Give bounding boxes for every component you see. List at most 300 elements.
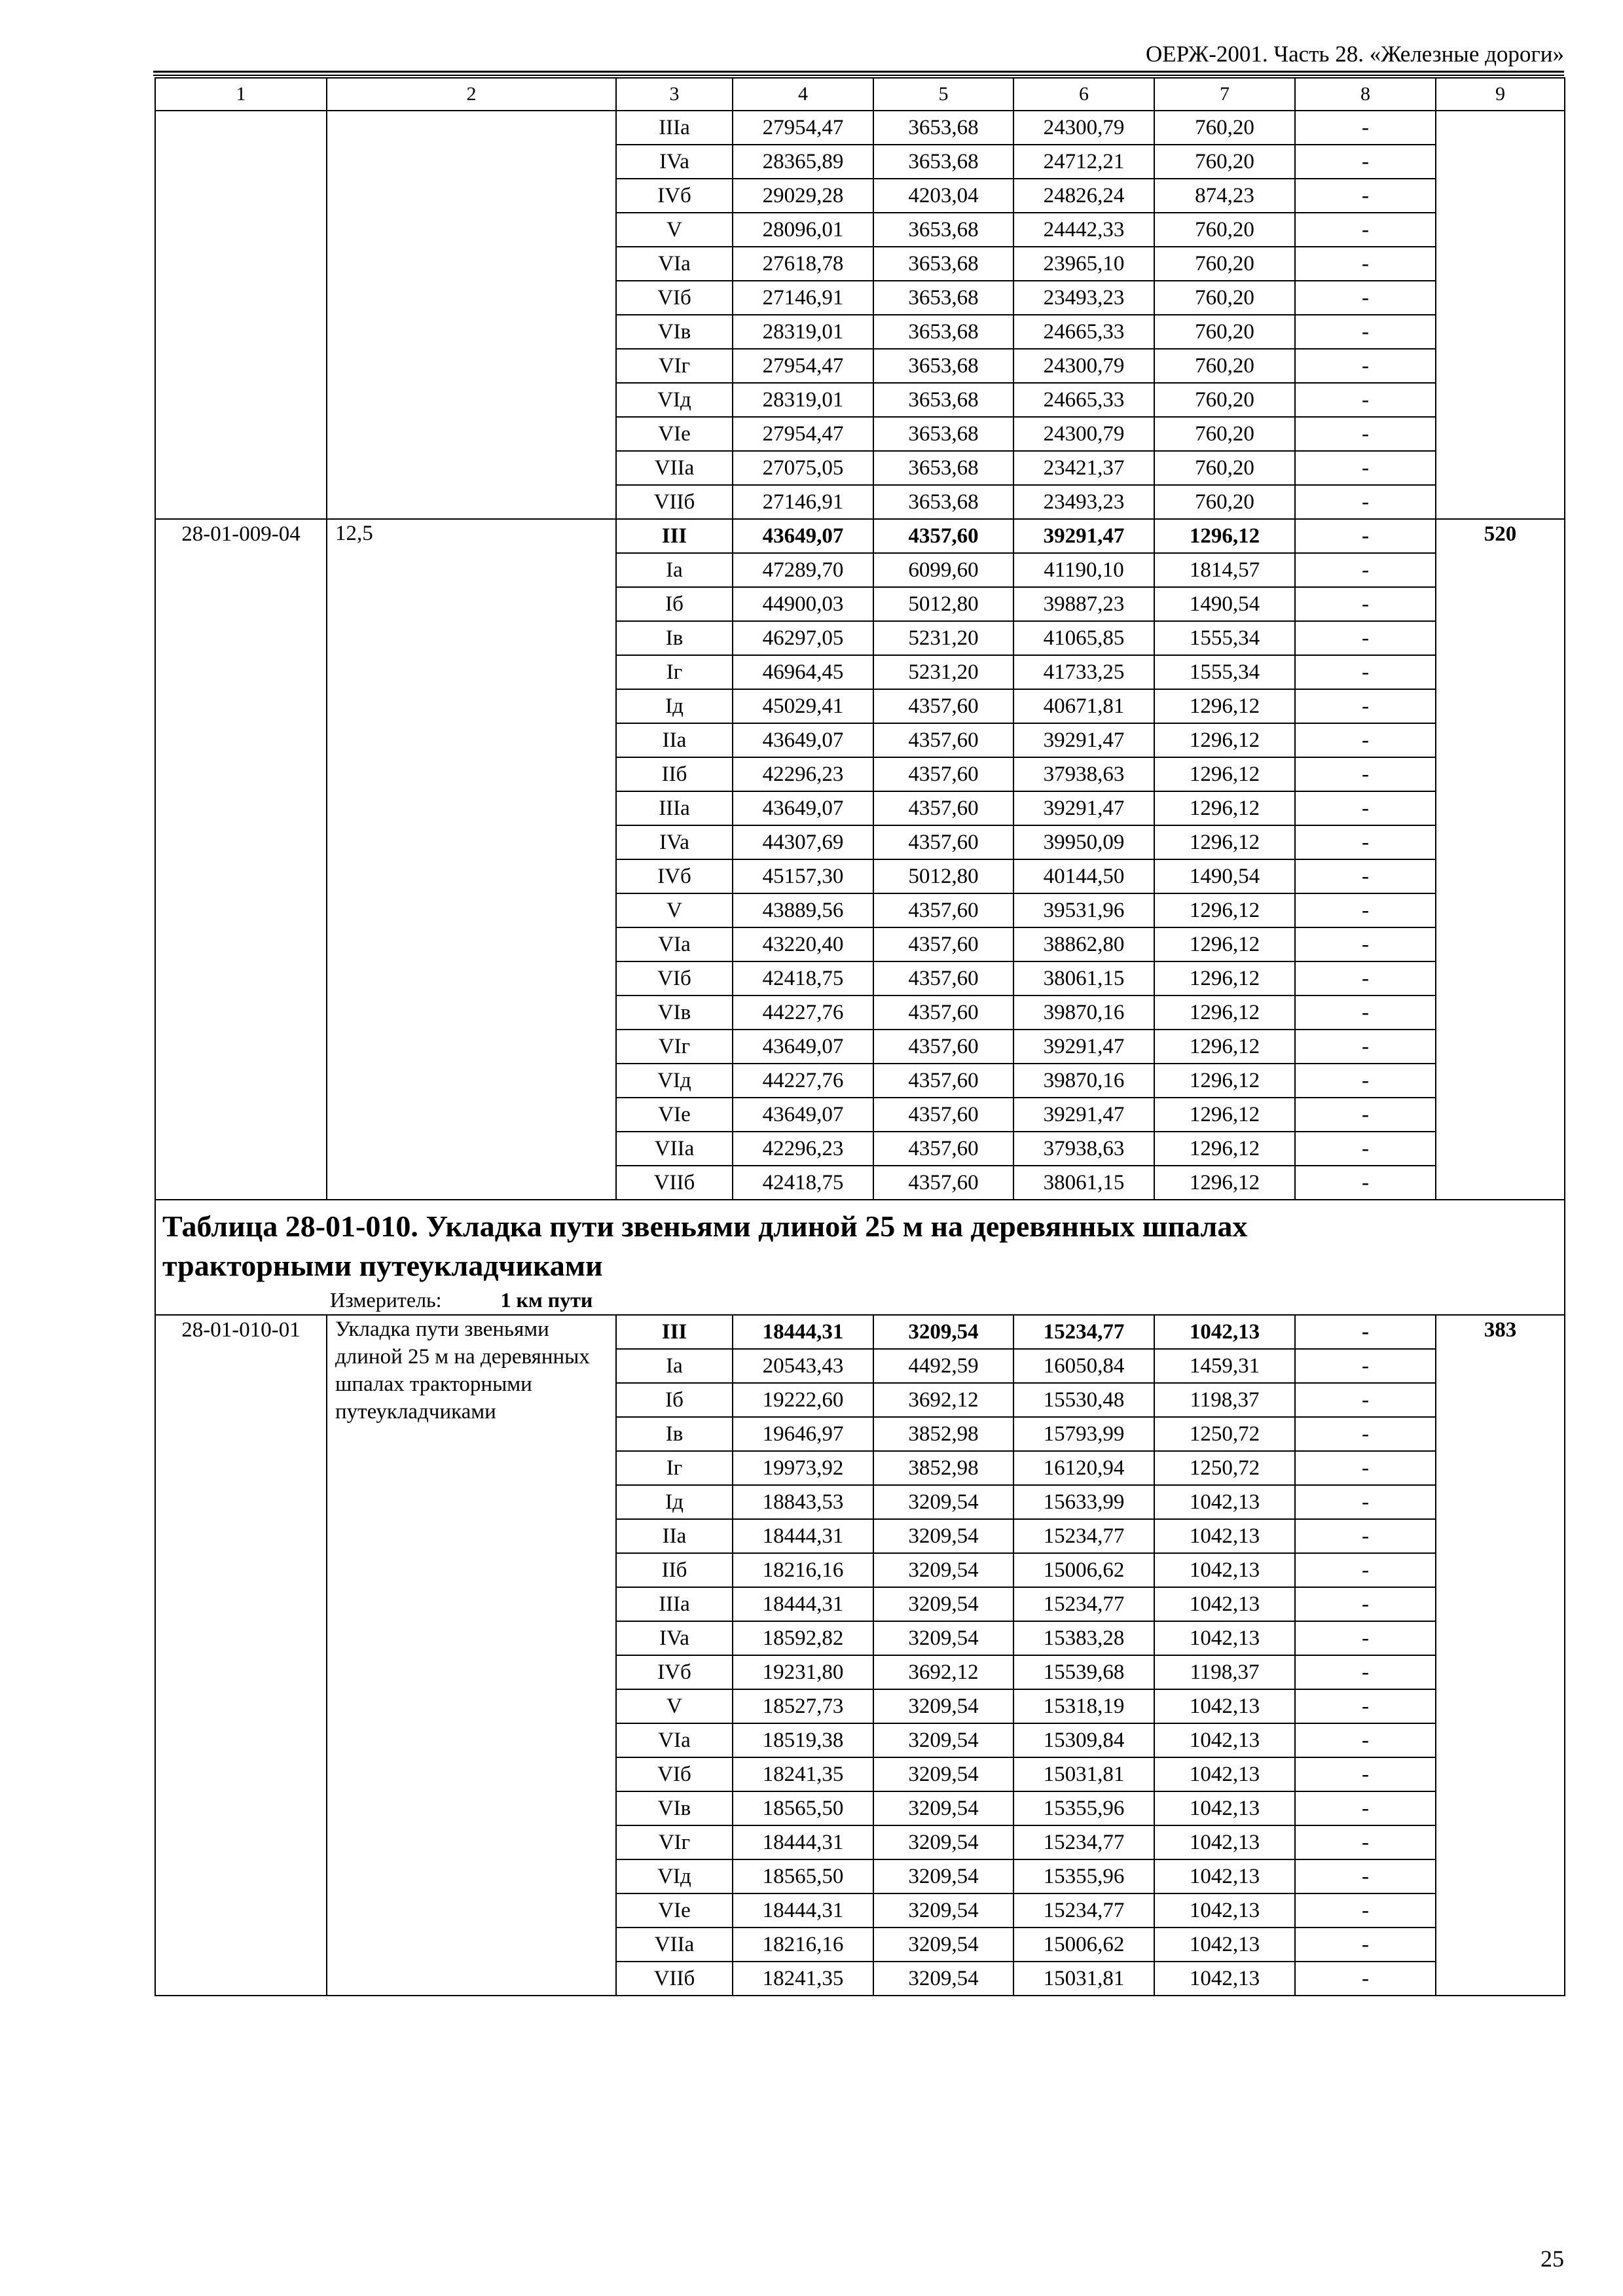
materials-cell: - <box>1295 1349 1436 1383</box>
materials-cell: - <box>1295 689 1436 723</box>
wages-cell: 3209,54 <box>873 1928 1013 1962</box>
total-cost-cell: 43220,40 <box>733 927 873 961</box>
total-cost-cell: 43649,07 <box>733 723 873 757</box>
machinist-wages-cell: 1296,12 <box>1154 791 1295 825</box>
machinist-wages-cell: 760,20 <box>1154 247 1295 281</box>
machine-cost-cell: 39870,16 <box>1013 1064 1154 1098</box>
materials-cell: - <box>1295 1383 1436 1417</box>
wages-cell: 4357,60 <box>873 927 1013 961</box>
machinist-wages-cell: 1296,12 <box>1154 689 1295 723</box>
total-cost-cell: 18216,16 <box>733 1553 873 1587</box>
machine-cost-cell: 39531,96 <box>1013 893 1154 927</box>
materials-cell: - <box>1295 315 1436 349</box>
machinist-wages-cell: 1198,37 <box>1154 1383 1295 1417</box>
materials-cell: - <box>1295 1064 1436 1098</box>
machine-cost-cell: 37938,63 <box>1013 1132 1154 1166</box>
total-cost-cell: 47289,70 <box>733 553 873 587</box>
machinist-wages-cell: 760,20 <box>1154 111 1295 145</box>
materials-cell: - <box>1295 1655 1436 1689</box>
wages-cell: 3653,68 <box>873 247 1013 281</box>
total-cost-cell: 45029,41 <box>733 689 873 723</box>
wages-cell: 5012,80 <box>873 587 1013 621</box>
machine-cost-cell: 39291,47 <box>1013 1098 1154 1132</box>
total-cost-cell: 18527,73 <box>733 1689 873 1723</box>
header-rule <box>153 71 1564 73</box>
total-cost-cell: 45157,30 <box>733 859 873 893</box>
wages-cell: 3209,54 <box>873 1723 1013 1757</box>
machinist-wages-cell: 1198,37 <box>1154 1655 1295 1689</box>
wages-cell: 3209,54 <box>873 1519 1013 1553</box>
machine-cost-cell: 41190,10 <box>1013 553 1154 587</box>
materials-cell: - <box>1295 621 1436 655</box>
machine-cost-cell: 39887,23 <box>1013 587 1154 621</box>
wages-cell: 3653,68 <box>873 485 1013 519</box>
norm-cell: 383 <box>1436 1315 1565 1996</box>
total-cost-cell: 42296,23 <box>733 757 873 791</box>
machinist-wages-cell: 1296,12 <box>1154 893 1295 927</box>
machine-cost-cell: 24300,79 <box>1013 111 1154 145</box>
column-number: 5 <box>873 78 1013 111</box>
category-cell: III <box>616 1315 733 1349</box>
materials-cell: - <box>1295 825 1436 859</box>
materials-cell: - <box>1295 485 1436 519</box>
wages-cell: 3209,54 <box>873 1859 1013 1893</box>
machinist-wages-cell: 760,20 <box>1154 485 1295 519</box>
category-cell: Iд <box>616 1485 733 1519</box>
machinist-wages-cell: 1459,31 <box>1154 1349 1295 1383</box>
machinist-wages-cell: 1042,13 <box>1154 1723 1295 1757</box>
machine-cost-cell: 39870,16 <box>1013 996 1154 1030</box>
machine-cost-cell: 15006,62 <box>1013 1928 1154 1962</box>
rate-description-cell: Укладка пути звеньями длиной 25 м на деревянных шпалах тракторными путеукладчиками <box>327 1315 616 1996</box>
total-cost-cell: 28319,01 <box>733 315 873 349</box>
wages-cell: 3209,54 <box>873 1553 1013 1587</box>
total-cost-cell: 43649,07 <box>733 791 873 825</box>
machinist-wages-cell: 1296,12 <box>1154 961 1295 996</box>
wages-cell: 4357,60 <box>873 723 1013 757</box>
machinist-wages-cell: 1296,12 <box>1154 723 1295 757</box>
column-number-row <box>155 78 1565 111</box>
machinist-wages-cell: 1042,13 <box>1154 1962 1295 1996</box>
total-cost-cell: 27146,91 <box>733 485 873 519</box>
machine-cost-cell: 15234,77 <box>1013 1893 1154 1928</box>
wages-cell: 3692,12 <box>873 1655 1013 1689</box>
materials-cell: - <box>1295 1723 1436 1757</box>
machinist-wages-cell: 1042,13 <box>1154 1485 1295 1519</box>
machine-cost-cell: 24665,33 <box>1013 383 1154 417</box>
total-cost-cell: 43649,07 <box>733 1098 873 1132</box>
total-cost-cell: 44227,76 <box>733 996 873 1030</box>
category-cell: Iв <box>616 621 733 655</box>
table-row <box>155 519 1565 553</box>
category-cell: VIIб <box>616 1962 733 1996</box>
materials-cell: - <box>1295 179 1436 213</box>
machine-cost-cell: 15633,99 <box>1013 1485 1154 1519</box>
total-cost-cell: 43649,07 <box>733 1030 873 1064</box>
machinist-wages-cell: 1296,12 <box>1154 1132 1295 1166</box>
total-cost-cell: 18241,35 <box>733 1962 873 1996</box>
wages-cell: 4357,60 <box>873 791 1013 825</box>
category-cell: Iв <box>616 1417 733 1451</box>
column-number: 8 <box>1295 78 1436 111</box>
materials-cell: - <box>1295 1859 1436 1893</box>
materials-cell: - <box>1295 553 1436 587</box>
column-number: 7 <box>1154 78 1295 111</box>
wages-cell: 3209,54 <box>873 1893 1013 1928</box>
wages-cell: 3209,54 <box>873 1757 1013 1791</box>
category-cell: IVa <box>616 145 733 179</box>
machinist-wages-cell: 1814,57 <box>1154 553 1295 587</box>
materials-cell: - <box>1295 1689 1436 1723</box>
total-cost-cell: 27954,47 <box>733 417 873 451</box>
machine-cost-cell: 24826,24 <box>1013 179 1154 213</box>
total-cost-cell: 46297,05 <box>733 621 873 655</box>
category-cell: VIIa <box>616 451 733 485</box>
total-cost-cell: 18216,16 <box>733 1928 873 1962</box>
wages-cell: 3653,68 <box>873 111 1013 145</box>
machinist-wages-cell: 1490,54 <box>1154 587 1295 621</box>
total-cost-cell: 27954,47 <box>733 349 873 383</box>
total-cost-cell: 18565,50 <box>733 1791 873 1825</box>
machine-cost-cell: 15539,68 <box>1013 1655 1154 1689</box>
wages-cell: 3209,54 <box>873 1621 1013 1655</box>
wages-cell: 3653,68 <box>873 315 1013 349</box>
total-cost-cell: 18444,31 <box>733 1893 873 1928</box>
table-title-line1: Таблица 28-01-010. Укладка пути звеньями длиной 25 м на деревянных шпалах <box>162 1210 1248 1243</box>
materials-cell: - <box>1295 927 1436 961</box>
machinist-wages-cell: 1296,12 <box>1154 825 1295 859</box>
total-cost-cell: 18843,53 <box>733 1485 873 1519</box>
machinist-wages-cell: 1490,54 <box>1154 859 1295 893</box>
category-cell: IIa <box>616 1519 733 1553</box>
total-cost-cell: 18444,31 <box>733 1315 873 1349</box>
materials-cell: - <box>1295 1621 1436 1655</box>
wages-cell: 4357,60 <box>873 519 1013 553</box>
total-cost-cell: 44900,03 <box>733 587 873 621</box>
category-cell: IVб <box>616 1655 733 1689</box>
wages-cell: 4357,60 <box>873 757 1013 791</box>
column-number: 4 <box>733 78 873 111</box>
category-cell: VIд <box>616 1064 733 1098</box>
materials-cell: - <box>1295 961 1436 996</box>
category-cell: VIa <box>616 927 733 961</box>
category-cell: IVб <box>616 179 733 213</box>
wages-cell: 3852,98 <box>873 1417 1013 1451</box>
wages-cell: 5231,20 <box>873 655 1013 689</box>
total-cost-cell: 19646,97 <box>733 1417 873 1451</box>
machine-cost-cell: 15234,77 <box>1013 1519 1154 1553</box>
machinist-wages-cell: 874,23 <box>1154 179 1295 213</box>
wages-cell: 5012,80 <box>873 859 1013 893</box>
category-cell: VIг <box>616 1825 733 1859</box>
wages-cell: 4357,60 <box>873 961 1013 996</box>
total-cost-cell: 27954,47 <box>733 111 873 145</box>
category-cell: VIг <box>616 1030 733 1064</box>
machine-cost-cell: 38862,80 <box>1013 927 1154 961</box>
materials-cell: - <box>1295 1757 1436 1791</box>
materials-cell: - <box>1295 281 1436 315</box>
materials-cell: - <box>1295 893 1436 927</box>
materials-cell: - <box>1295 1825 1436 1859</box>
machinist-wages-cell: 1555,34 <box>1154 655 1295 689</box>
total-cost-cell: 18444,31 <box>733 1825 873 1859</box>
category-cell: Iб <box>616 1383 733 1417</box>
materials-cell: - <box>1295 451 1436 485</box>
total-cost-cell: 44307,69 <box>733 825 873 859</box>
materials-cell: - <box>1295 723 1436 757</box>
materials-cell: - <box>1295 791 1436 825</box>
total-cost-cell: 46964,45 <box>733 655 873 689</box>
norm-cell <box>1436 111 1565 519</box>
machinist-wages-cell: 1042,13 <box>1154 1553 1295 1587</box>
category-cell: VIв <box>616 1791 733 1825</box>
materials-cell: - <box>1295 383 1436 417</box>
wages-cell: 3852,98 <box>873 1451 1013 1485</box>
machine-cost-cell: 24300,79 <box>1013 417 1154 451</box>
materials-cell: - <box>1295 1030 1436 1064</box>
wages-cell: 4357,60 <box>873 1132 1013 1166</box>
machinist-wages-cell: 1042,13 <box>1154 1621 1295 1655</box>
machine-cost-cell: 23421,37 <box>1013 451 1154 485</box>
wages-cell: 4357,60 <box>873 825 1013 859</box>
category-cell: VIв <box>616 996 733 1030</box>
machinist-wages-cell: 1296,12 <box>1154 1098 1295 1132</box>
machinist-wages-cell: 1042,13 <box>1154 1315 1295 1349</box>
machinist-wages-cell: 1250,72 <box>1154 1417 1295 1451</box>
total-cost-cell: 29029,28 <box>733 179 873 213</box>
machine-cost-cell: 41065,85 <box>1013 621 1154 655</box>
page-number: 25 <box>1541 2246 1564 2272</box>
wages-cell: 4357,60 <box>873 1166 1013 1200</box>
wages-cell: 4357,60 <box>873 996 1013 1030</box>
materials-cell: - <box>1295 655 1436 689</box>
machine-cost-cell: 38061,15 <box>1013 961 1154 996</box>
wages-cell: 4492,59 <box>873 1349 1013 1383</box>
machinist-wages-cell: 760,20 <box>1154 417 1295 451</box>
category-cell: III <box>616 519 733 553</box>
category-cell: VIб <box>616 281 733 315</box>
materials-cell: - <box>1295 587 1436 621</box>
wages-cell: 3653,68 <box>873 417 1013 451</box>
category-cell: IIIa <box>616 791 733 825</box>
materials-cell: - <box>1295 1962 1436 1996</box>
wages-cell: 3209,54 <box>873 1791 1013 1825</box>
wages-cell: 3692,12 <box>873 1383 1013 1417</box>
rate-code-cell: 28-01-009-04 <box>155 519 327 1200</box>
machinist-wages-cell: 760,20 <box>1154 213 1295 247</box>
column-number: 3 <box>616 78 733 111</box>
total-cost-cell: 19222,60 <box>733 1383 873 1417</box>
machine-cost-cell: 15355,96 <box>1013 1859 1154 1893</box>
table-title-cell <box>155 1200 1565 1315</box>
category-cell: V <box>616 1689 733 1723</box>
total-cost-cell: 28365,89 <box>733 145 873 179</box>
machinist-wages-cell: 1296,12 <box>1154 996 1295 1030</box>
machinist-wages-cell: 1296,12 <box>1154 1030 1295 1064</box>
total-cost-cell: 18592,82 <box>733 1621 873 1655</box>
total-cost-cell: 19231,80 <box>733 1655 873 1689</box>
materials-cell: - <box>1295 1893 1436 1928</box>
rate-description-cell: 12,5 <box>327 519 616 1200</box>
wages-cell: 3209,54 <box>873 1485 1013 1519</box>
machine-cost-cell: 40144,50 <box>1013 859 1154 893</box>
machine-cost-cell: 23493,23 <box>1013 485 1154 519</box>
wages-cell: 4357,60 <box>873 1098 1013 1132</box>
header-rule-thin <box>153 75 1564 76</box>
machinist-wages-cell: 1042,13 <box>1154 1689 1295 1723</box>
category-cell: VIIa <box>616 1132 733 1166</box>
materials-cell: - <box>1295 1485 1436 1519</box>
wages-cell: 3653,68 <box>873 451 1013 485</box>
machine-cost-cell: 15031,81 <box>1013 1962 1154 1996</box>
machine-cost-cell: 16050,84 <box>1013 1349 1154 1383</box>
total-cost-cell: 43889,56 <box>733 893 873 927</box>
total-cost-cell: 18444,31 <box>733 1519 873 1553</box>
total-cost-cell: 18241,35 <box>733 1757 873 1791</box>
category-cell: VIa <box>616 1723 733 1757</box>
machine-cost-cell: 39291,47 <box>1013 791 1154 825</box>
machine-cost-cell: 39950,09 <box>1013 825 1154 859</box>
machine-cost-cell: 24712,21 <box>1013 145 1154 179</box>
machinist-wages-cell: 760,20 <box>1154 349 1295 383</box>
materials-cell: - <box>1295 1132 1436 1166</box>
category-cell: VIa <box>616 247 733 281</box>
category-cell: IIб <box>616 757 733 791</box>
machine-cost-cell: 24300,79 <box>1013 349 1154 383</box>
materials-cell: - <box>1295 1519 1436 1553</box>
materials-cell: - <box>1295 111 1436 145</box>
machine-cost-cell: 16120,94 <box>1013 1451 1154 1485</box>
category-cell: VIб <box>616 961 733 996</box>
wages-cell: 4357,60 <box>873 893 1013 927</box>
category-cell: VIд <box>616 383 733 417</box>
wages-cell: 3209,54 <box>873 1315 1013 1349</box>
machine-cost-cell: 41733,25 <box>1013 655 1154 689</box>
wages-cell: 4357,60 <box>873 1030 1013 1064</box>
meter-label: Измеритель: <box>330 1288 442 1312</box>
norm-cell: 520 <box>1436 519 1565 1200</box>
total-cost-cell: 18444,31 <box>733 1587 873 1621</box>
wages-cell: 5231,20 <box>873 621 1013 655</box>
category-cell: Iг <box>616 655 733 689</box>
total-cost-cell: 28096,01 <box>733 213 873 247</box>
machinist-wages-cell: 1042,13 <box>1154 1587 1295 1621</box>
total-cost-cell: 27075,05 <box>733 451 873 485</box>
wages-cell: 3209,54 <box>873 1587 1013 1621</box>
materials-cell: - <box>1295 1451 1436 1485</box>
machine-cost-cell: 15006,62 <box>1013 1553 1154 1587</box>
total-cost-cell: 28319,01 <box>733 383 873 417</box>
machine-cost-cell: 39291,47 <box>1013 519 1154 553</box>
machine-cost-cell: 24665,33 <box>1013 315 1154 349</box>
materials-cell: - <box>1295 247 1436 281</box>
column-number: 2 <box>327 78 616 111</box>
machinist-wages-cell: 1296,12 <box>1154 927 1295 961</box>
category-cell: Ia <box>616 553 733 587</box>
machinist-wages-cell: 760,20 <box>1154 281 1295 315</box>
materials-cell: - <box>1295 757 1436 791</box>
category-cell: VIб <box>616 1757 733 1791</box>
wages-cell: 4203,04 <box>873 179 1013 213</box>
wages-cell: 6099,60 <box>873 553 1013 587</box>
table-title-line2: тракторными путеукладчиками <box>162 1249 603 1282</box>
machine-cost-cell: 15793,99 <box>1013 1417 1154 1451</box>
machinist-wages-cell: 1042,13 <box>1154 1825 1295 1859</box>
total-cost-cell: 44227,76 <box>733 1064 873 1098</box>
rate-code-cell: 28-01-010-01 <box>155 1315 327 1996</box>
machine-cost-cell: 15234,77 <box>1013 1587 1154 1621</box>
machine-cost-cell: 40671,81 <box>1013 689 1154 723</box>
machinist-wages-cell: 760,20 <box>1154 315 1295 349</box>
category-cell: Iб <box>616 587 733 621</box>
wages-cell: 3653,68 <box>873 349 1013 383</box>
category-cell: IIб <box>616 1553 733 1587</box>
total-cost-cell: 27618,78 <box>733 247 873 281</box>
table-row <box>155 1315 1565 1349</box>
materials-cell: - <box>1295 1553 1436 1587</box>
table-body <box>155 78 1565 1996</box>
machine-cost-cell: 15318,19 <box>1013 1689 1154 1723</box>
category-cell: VIIб <box>616 1166 733 1200</box>
category-cell: VIe <box>616 1098 733 1132</box>
wages-cell: 4357,60 <box>873 1064 1013 1098</box>
machine-cost-cell: 15234,77 <box>1013 1315 1154 1349</box>
machine-cost-cell: 15355,96 <box>1013 1791 1154 1825</box>
machinist-wages-cell: 760,20 <box>1154 383 1295 417</box>
total-cost-cell: 18565,50 <box>733 1859 873 1893</box>
rate-code-cell <box>155 111 327 519</box>
machine-cost-cell: 15383,28 <box>1013 1621 1154 1655</box>
materials-cell: - <box>1295 417 1436 451</box>
machine-cost-cell: 24442,33 <box>1013 213 1154 247</box>
total-cost-cell: 42418,75 <box>733 1166 873 1200</box>
category-cell: VIIa <box>616 1928 733 1962</box>
machinist-wages-cell: 1042,13 <box>1154 1928 1295 1962</box>
column-number: 9 <box>1436 78 1565 111</box>
meter-line <box>162 1285 1558 1314</box>
machine-cost-cell: 15031,81 <box>1013 1757 1154 1791</box>
wages-cell: 3653,68 <box>873 281 1013 315</box>
machine-cost-cell: 23493,23 <box>1013 281 1154 315</box>
category-cell: IVa <box>616 1621 733 1655</box>
machine-cost-cell: 15530,48 <box>1013 1383 1154 1417</box>
column-number: 1 <box>155 78 327 111</box>
materials-cell: - <box>1295 1587 1436 1621</box>
machinist-wages-cell: 1296,12 <box>1154 1166 1295 1200</box>
materials-cell: - <box>1295 1166 1436 1200</box>
category-cell: Ia <box>616 1349 733 1383</box>
materials-cell: - <box>1295 1791 1436 1825</box>
materials-cell: - <box>1295 213 1436 247</box>
category-cell: VIг <box>616 349 733 383</box>
machinist-wages-cell: 760,20 <box>1154 451 1295 485</box>
category-cell: VIe <box>616 417 733 451</box>
category-cell: IIIa <box>616 111 733 145</box>
machinist-wages-cell: 1042,13 <box>1154 1791 1295 1825</box>
wages-cell: 3653,68 <box>873 213 1013 247</box>
machinist-wages-cell: 1042,13 <box>1154 1893 1295 1928</box>
rate-description-cell <box>327 111 616 519</box>
machinist-wages-cell: 1042,13 <box>1154 1859 1295 1893</box>
machinist-wages-cell: 1042,13 <box>1154 1519 1295 1553</box>
wages-cell: 3653,68 <box>873 145 1013 179</box>
category-cell: VIIб <box>616 485 733 519</box>
category-cell: IVб <box>616 859 733 893</box>
materials-cell: - <box>1295 519 1436 553</box>
total-cost-cell: 43649,07 <box>733 519 873 553</box>
machine-cost-cell: 15309,84 <box>1013 1723 1154 1757</box>
machine-cost-cell: 39291,47 <box>1013 1030 1154 1064</box>
